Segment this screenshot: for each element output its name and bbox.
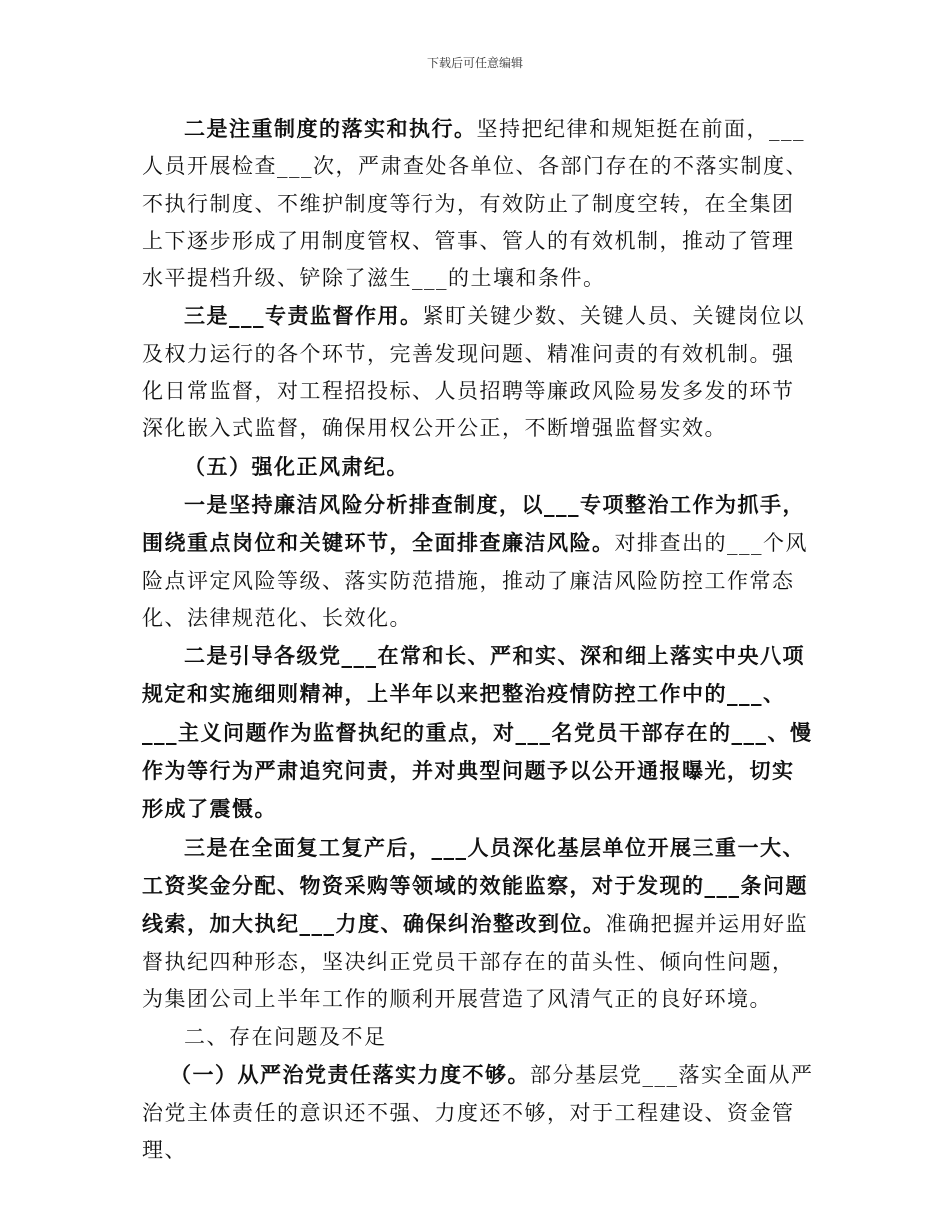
paragraph-text: 对排查出的___个风险点评定风险等级、落实防范措施，推动了廉洁风险防控工作常态化、法律规范化、长效化。	[142, 531, 808, 630]
paragraph	[142, 1056, 814, 1169]
paragraph-lead: （一）从严治党责任落实力度不够。	[170, 1062, 530, 1088]
paragraph	[142, 110, 814, 297]
paragraph-lead: 二是注重制度的落实和执行。	[184, 116, 477, 141]
paragraph	[142, 637, 814, 828]
paragraph	[142, 486, 814, 637]
paragraph-text: 准确把握并运用好监督执纪四种形态，坚决纠正党员干部存在的苗头性、倾向性问题，为集团公司上半年工作的顺利开展营造了风清气正的良好环境。	[142, 912, 808, 1011]
paragraph-text: 紧盯关键少数、关键人员、关键岗位以及权力运行的各个环节，完善发现问题、精准问责的有效机制。强化日常监督，对工程招投标、人员招聘等廉政风险易发多发的环节深化嵌入式监督，确保用权公开公正，不断增强监督实效。	[142, 304, 805, 441]
page-header: 下载后可任意编辑	[426, 56, 523, 70]
paragraph-lead: 一是坚持廉洁风险分析排查制度，以___专项整治工作为抓手，围绕重点岗位和关键环节，全面排查廉洁风险。	[142, 491, 805, 556]
section-heading	[142, 448, 814, 486]
paragraph-lead: 三是___专责监督作用。	[184, 303, 423, 329]
paragraph-text: 二、存在问题及不足	[184, 1025, 387, 1050]
paragraph-text: 部分基层党___落实全面从严治党主体责任的意识还不强、力度还不够，对于工程建设、资金管理、	[142, 1063, 814, 1163]
paragraph-lead: （五）强化正风肃纪。	[184, 453, 409, 479]
document-body	[142, 110, 814, 1169]
paragraph-lead: 三是在全面复工复产后，___人员深化基层单位开展三重一大、工资奖金分配、物资采购等领域的效能监察，对于发现的___条问题线索，加大执纪___力度、确保纠治整改到位。	[142, 834, 808, 937]
paragraph	[142, 829, 814, 1018]
paragraph-text: 坚持把纪律和规矩挺在前面，___人员开展检查___次，严肃查处各单位、各部门存在的不落实制度、不执行制度、不维护制度等行为，有效防止了制度空转，在全集团上下逐步形成了用制度管权、管事、管人的有效机制，推动了管理水平提档升级、铲除了滋生___的土壤和条件。	[142, 117, 808, 291]
paragraph	[142, 297, 814, 447]
paragraph-lead: 二是引导各级党___在常和长、严和实、深和细上落实中央八项规定和实施细则精神，上半年以来把整治疫情防控工作中的___、___主义问题作为监督执纪的重点，对___名党员干部存在的___、慢作为等行为严肃追究问责，并对典型问题予以公开通报曝光，切实形成了震慑。	[142, 643, 813, 822]
section-heading	[142, 1018, 814, 1056]
